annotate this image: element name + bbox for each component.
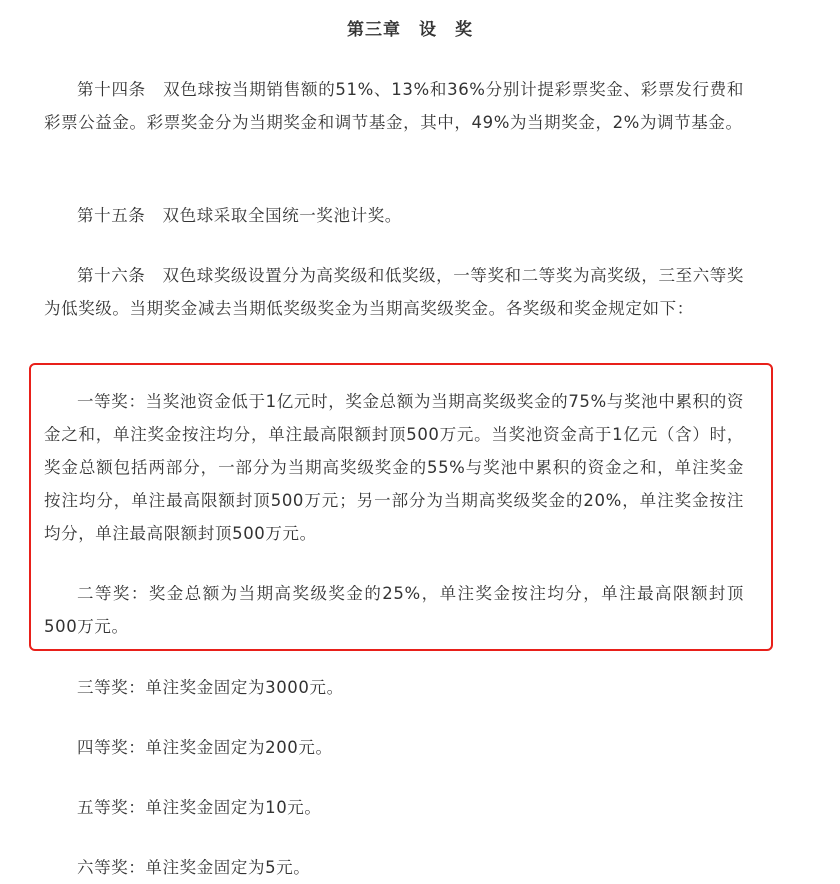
article-14: 第十四条 双色球按当期销售额的51%、13%和36%分别计提彩票奖金、彩票发行费和彩票公益金。彩票奖金分为当期奖金和调节基金，其中，49%为当期奖金，2%为调节基金。 — [44, 80, 744, 132]
prize-sixth: 六等奖：单注奖金固定为5元。 — [77, 858, 311, 877]
prize-fifth: 五等奖：单注奖金固定为10元。 — [77, 798, 322, 817]
chapter-title: 第三章 设 奖 — [347, 20, 473, 40]
prize-fourth: 四等奖：单注奖金固定为200元。 — [77, 738, 333, 757]
prize-third: 三等奖：单注奖金固定为3000元。 — [77, 678, 344, 697]
prize-second: 二等奖：奖金总额为当期高奖级奖金的25%，单注奖金按注均分，单注最高限额封顶500万元。 — [44, 584, 744, 636]
article-15: 第十五条 双色球采取全国统一奖池计奖。 — [77, 206, 402, 225]
prize-first: 一等奖：当奖池资金低于1亿元时，奖金总额为当期高奖级奖金的75%与奖池中累积的资金之和，单注奖金按注均分，单注最高限额封顶500万元。当奖池资金高于1亿元（含）时，奖金总额包括两部分，一部分为当期高奖级奖金的55%与奖池中累积的资金之和，单注奖金按注均分，单注最高限额封顶500万元；另一部分为当期高奖级奖金的20%，单注奖金按注均分，单注最高限额封顶500万元。 — [44, 392, 744, 543]
article-16: 第十六条 双色球奖级设置分为高奖级和低奖级，一等奖和二等奖为高奖级，三至六等奖为低奖级。当期奖金减去当期低奖级奖金为当期高奖级奖金。各奖级和奖金规定如下： — [44, 266, 744, 318]
